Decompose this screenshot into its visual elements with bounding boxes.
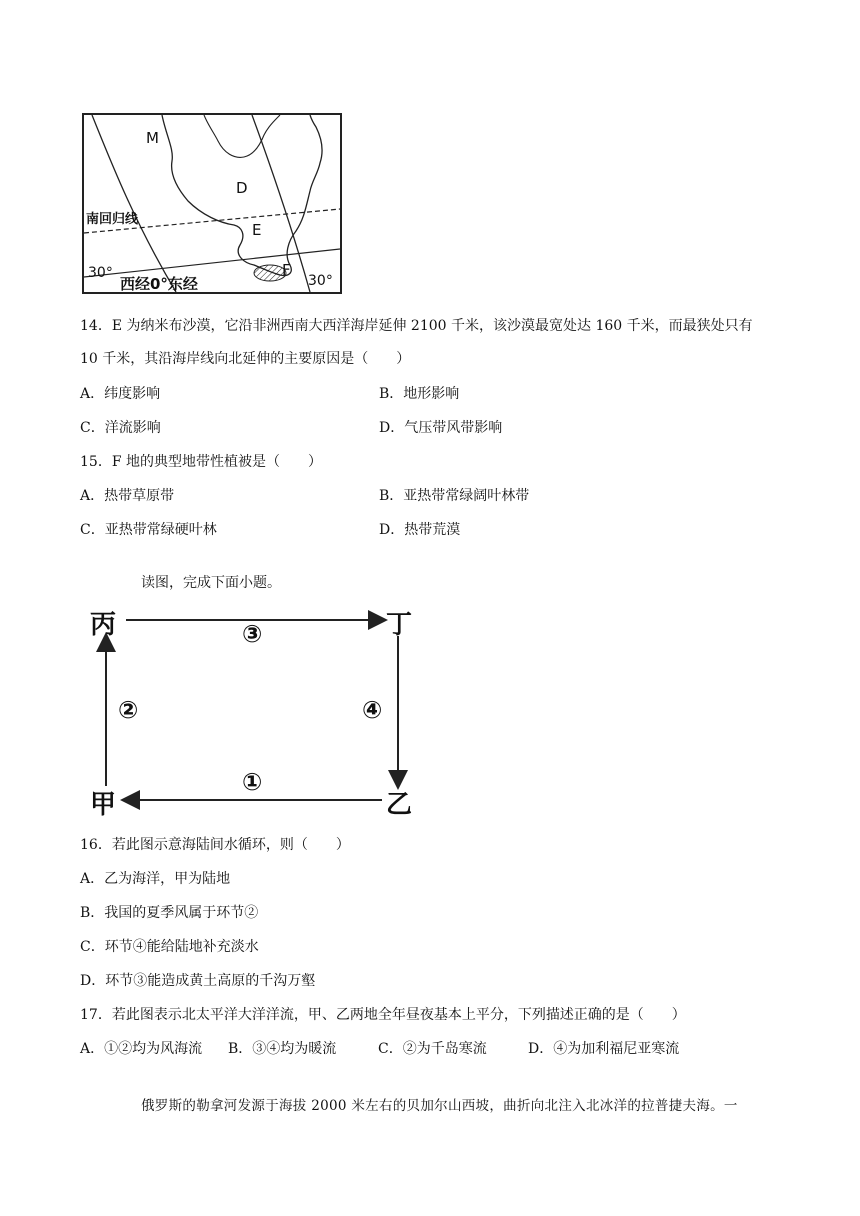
q17-option-b[interactable]: B．③④均为暖流	[228, 1041, 337, 1057]
intro-instruction: 读图，完成下面小题。	[141, 575, 281, 591]
tropic-label: 南回归线	[86, 212, 139, 227]
q16-option-b[interactable]: B．我国的夏季风属于环节②	[80, 905, 259, 921]
node-ding: 丁	[386, 610, 413, 640]
map-label-m: M	[146, 129, 159, 147]
step-1: ①	[242, 768, 263, 796]
q15-stem: 15．F 地的典型地带性植被是（ ）	[80, 454, 322, 470]
q17-option-d[interactable]: D．④为加利福尼亚寒流	[528, 1041, 680, 1057]
q15-option-d[interactable]: D．热带荒漠	[379, 522, 461, 538]
q14-stem-line2: 10 千米，其沿海岸线向北延伸的主要原因是（ ）	[80, 351, 411, 367]
coast-detail-path	[204, 115, 280, 157]
map-label-d: D	[236, 179, 248, 197]
q17-option-a[interactable]: A．①②均为风海流	[80, 1041, 203, 1057]
lat-30-right-label: 30°	[308, 273, 333, 289]
q16-option-a[interactable]: A．乙为海洋，甲为陆地	[80, 871, 231, 887]
q14-option-c[interactable]: C．洋流影响	[80, 420, 161, 436]
map-label-e: E	[252, 221, 262, 239]
node-bing: 丙	[90, 610, 117, 640]
q15-option-b[interactable]: B．亚热带常绿阔叶林带	[379, 488, 530, 504]
q14-option-a[interactable]: A．纬度影响	[80, 386, 161, 402]
step-2: ②	[118, 696, 139, 724]
q14-option-b[interactable]: B．地形影响	[379, 386, 460, 402]
africa-map-figure	[82, 113, 342, 294]
q17-stem: 17．若此图表示北太平洋大洋洋流，甲、乙两地全年昼夜基本上平分，下列描述正确的是（ ）	[80, 1007, 686, 1023]
cycle-diagram	[86, 600, 426, 820]
step-4: ④	[362, 696, 383, 724]
q14-stem-line1: 14．E 为纳米布沙漠，它沿非洲西南大西洋海岸延伸 2100 千米，该沙漠最宽处达 160 千米，而最狭处只有	[80, 318, 753, 334]
node-yi: 乙	[386, 790, 413, 820]
q15-option-c[interactable]: C．亚热带常绿硬叶林	[80, 522, 217, 538]
q16-stem: 16．若此图示意海陆间水循环，则（ ）	[80, 837, 350, 853]
node-jia: 甲	[90, 790, 117, 820]
q14-option-d[interactable]: D．气压带风带影响	[379, 420, 503, 436]
step-3: ③	[242, 620, 263, 648]
q15-option-a[interactable]: A．热带草原带	[80, 488, 175, 504]
africa-map-drawing	[84, 115, 340, 292]
q17-option-c[interactable]: C．②为千岛寒流	[378, 1041, 487, 1057]
meridian-label: 西经0°东经	[120, 275, 198, 293]
map-label-f: F	[282, 261, 291, 279]
q16-option-d[interactable]: D．环节③能造成黄土高原的千沟万壑	[80, 973, 316, 989]
lat-30-left-label: 30°	[88, 265, 113, 281]
passage-text: 俄罗斯的勒拿河发源于海拔 2000 米左右的贝加尔山西坡，曲折向北注入北冰洋的拉普捷夫海。一	[141, 1098, 738, 1114]
q16-option-c[interactable]: C．环节④能给陆地补充淡水	[80, 939, 259, 955]
